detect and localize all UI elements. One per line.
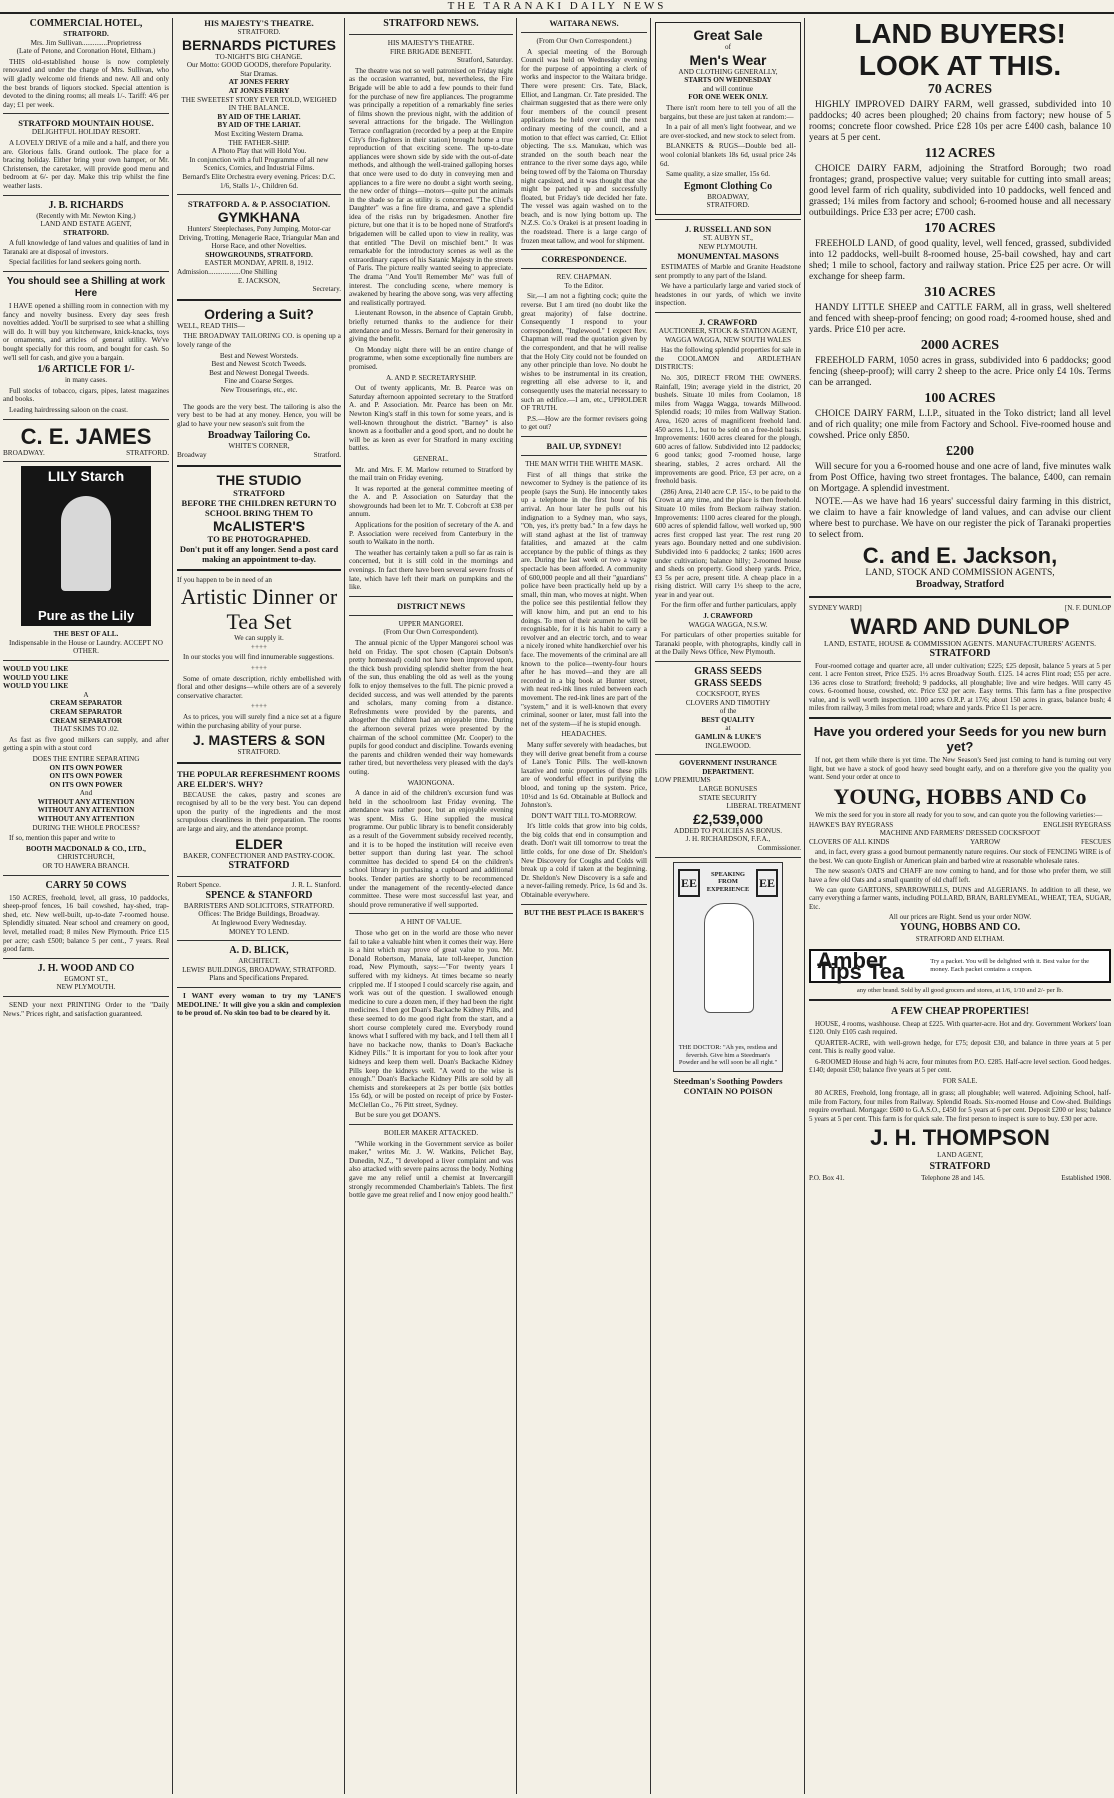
booth-3: OR TO HAWERA BRANCH. xyxy=(42,862,130,871)
clovers: CLOVERS AND TIMOTHY xyxy=(685,698,771,707)
monumental: MONUMENTAL MASONS xyxy=(677,251,779,262)
t2000: FREEHOLD FARM, 1050 acres in grass, subdivided into 6 paddocks; good fencing (sheep-proof); will carry 2 sheep to the acre. Price only £4 10s. Terms can be arranged. xyxy=(809,356,1111,388)
gamlin: GAMLIN & LUKE'S xyxy=(694,733,762,741)
district-head: DISTRICT NEWS xyxy=(396,600,466,611)
read-this: WELL, READ THIS— xyxy=(177,321,245,330)
jones-1: AT JONES FERRY xyxy=(228,78,290,87)
general-text-3: Applications for the position of secretary of the A. and P. Association were received from Canterbury in the south to Waikato in the north. xyxy=(349,521,513,547)
column-rule xyxy=(650,18,651,1794)
mask-head: THE MAN WITH THE WHITE MASK. xyxy=(525,459,643,468)
boiler-text: "While working in the Government service as boiler maker," writes Mr. J. W. Watkins, Pelichet Bay, Dunedin, N.Z., "I developed a liver complaint and was also attacked with severe pains across the body. Nothing gave me any relief until a chemist at Invercargill strongly recommended Chamberlain's Tablets. The first bottle gave me great relief and I now enjoy good health." xyxy=(349,1139,513,1200)
russell-town: NEW PLYMOUTH. xyxy=(698,242,758,251)
hint-end: But be sure you get DOAN'S. xyxy=(355,1111,441,1120)
rye-2: ENGLISH RYEGRASS xyxy=(1043,821,1111,830)
masthead: THE TARANAKI DAILY NEWS xyxy=(0,0,1114,14)
column-rule xyxy=(344,18,345,1794)
h200: £200 xyxy=(946,444,974,459)
without-3: WITHOUT ANY ATTENTION xyxy=(37,815,135,824)
h2000: 2000 ACRES xyxy=(920,338,1000,353)
grass-1: GRASS SEEDS xyxy=(694,666,762,678)
cheap-2: QUARTER-ACRE, with well-grown hedge, for £75; deposit £30, and balance in three years at 5 per cent. This is really good value. xyxy=(809,1038,1111,1056)
richards-text2: Special facilities for land seekers going north. xyxy=(9,258,141,267)
ap-text: Out of twenty applicants, Mr. B. Pearce was on Saturday afternoon appointed secretary to the Stratford A. and P. Association. Mr. Pearce has been on Mr. Newton King's staff in this town for some years, and is well-known throughout the district. "Barney" is also known as a footballer and a good sport, and no doubt he will be as keen as ever for Stratford in many exciting battles. xyxy=(349,384,513,453)
land-2: LOOK AT THIS. xyxy=(858,50,1062,81)
would-1: WOULD YOU LIKE xyxy=(3,664,69,673)
amber-tips-tea-ad xyxy=(809,949,1111,983)
h100: 100 ACRES xyxy=(924,391,996,406)
seeds-title: Have you ordered your Seeds for you new burn yet? xyxy=(813,724,1107,755)
photo: A Photo Play that will Hold You. xyxy=(211,147,307,156)
phone: Telephone 28 and 145. xyxy=(921,1174,985,1183)
prices-text: As to prices, you will surely find a nice set at a figure within the purchasing ability of your purse. xyxy=(177,712,341,730)
further: For the firm offer and further particulars, apply xyxy=(661,601,797,610)
fatherbug: THE FATHER-SHIP. xyxy=(228,138,290,147)
large-bonuses: LARGE BONUSES xyxy=(698,784,758,793)
best-2: Best and Newest Scotch Tweeds. xyxy=(211,360,307,369)
spence-right: J. R. L. Stanford. xyxy=(291,881,341,890)
broadway-left: Broadway xyxy=(177,450,207,459)
ward-title: WARD AND DUNLOP xyxy=(850,614,1070,639)
spence-title: SPENCE & STANFORD xyxy=(205,889,313,901)
mens-wear: Men's Wear xyxy=(689,51,767,68)
plans: Plans and Specifications Prepared. xyxy=(209,974,309,983)
thompson-sub: LAND AGENT, xyxy=(937,1151,983,1160)
cream-1: CREAM SEPARATOR xyxy=(49,699,123,708)
quality: Same quality, a size smaller, 15s 6d. xyxy=(666,170,771,179)
hotel-proprietress: Mrs. Jim Sullivan..............Proprietress xyxy=(30,38,142,47)
column-rule xyxy=(516,18,517,1794)
t310: HANDY LITTLE SHEEP and CATTLE FARM, all in grass, well sheltered and fenced with sheep-proof fencing; on good road; 4-roomed house, shed and yards. Price £10 per acre. xyxy=(809,303,1111,335)
cheap-1: HOUSE, 4 rooms, washhouse. Cheap at £225. With quarter-acre. Hot and dry. Government Workers' loan £120. Only £105 cash required. xyxy=(809,1020,1111,1037)
mask-text: First of all things that strike the newcomer to Sydney is the patience of its people (says the Sun). He innocently takes up a telephone in the first hour of his arrival. An hour later he pulls out his indignation to a Sydney man, who says, "Oh, yes, it's pretty bad." In a few days he will stand aghast at the list of tramway fatalities, and amazed at the calm acceptance by the public of things as they are. During the last week or two a vague spectacle has been afforded. A community of 600,000 people and all their "guardians" police have been practically held up by a small, thin man, who moves at night. When the police see this pestilential fellow they will know him, and put an end to his doings. To men of their acumen he will be recognisable, for it is his habit to carry a revolver and an electric torch, and to wear a nicely ironed white handkerchief over his face. The movements of the criminal are all known to the police—twenty-four hours after he has moved—and they are all recorded in a big book at Hunter street, with neat red-ink lines ruled between each movement. The red-ink lines are part of the "system," and it is well-known that every criminal, sooner or later, must fall into the net of the system—if he is stupid enough. xyxy=(521,470,647,728)
money: MONEY TO LEND. xyxy=(229,927,289,936)
ward-left: SYDNEY WARD] xyxy=(809,604,862,612)
fine: Fine and Coarse Serges. xyxy=(224,377,294,386)
goods-text: The goods are the very best. The tailoring is also the very best to be had at any money. Hence, you will be glad to have your new season's suit from the xyxy=(177,402,341,428)
boiler-head: BOILER MAKER ATTACKED. xyxy=(383,1129,479,1138)
crawford-title: J. CRAWFORD xyxy=(698,317,758,328)
carry-title: CARRY 50 COWS xyxy=(45,879,127,891)
t170: FREEHOLD LAND, of good quality, level, well fenced, grassed, subdivided into 12 paddocks, well-built 8-roomed house, 25-bail cowshed, hay and cart shed; 1 mile to school, factory and railway station. Price £25 per acre. Or will exchange for sheep farm. xyxy=(809,239,1111,282)
would-2: WOULD YOU LIKE xyxy=(3,673,69,682)
gym-text: Hunters' Steeplechases, Pony Jumping, Motor-car Driving, Trotting, Menagerie Race, Triangular Man and Horse Race, and other Novelties. xyxy=(178,225,340,251)
russell-sub: ST. AUBYN ST., xyxy=(703,233,753,242)
russell-title: J. RUSSELL AND SON xyxy=(684,223,772,234)
showgrounds: SHOWGROUNDS, STRATFORD. xyxy=(205,250,313,259)
masters-title: J. MASTERS & SON xyxy=(192,732,326,749)
theatre-town: STRATFORD. xyxy=(237,28,281,36)
studio-title: THE STUDIO xyxy=(216,471,302,488)
particulars: For particulars of other properties suitable for Taranaki people, with photographs, kindly call in at the Daily News Office, New Plymouth. xyxy=(655,631,801,657)
column-1 xyxy=(0,18,172,1794)
column-rule xyxy=(172,18,173,1794)
best-3: Best and Newest Donegal Tweeds. xyxy=(209,368,309,377)
doctor-caption: THE DOCTOR: "Ah yes, restless and feverish. Give him a Steedman's Powder and he will soon be all right." xyxy=(678,1044,778,1067)
photographed: TO BE PHOTOGRAPHED. xyxy=(207,533,311,544)
wood-sub: EGMONT ST., xyxy=(64,974,108,983)
ward-text: Four-roomed cottage and quarter acre, all under cultivation; £225; £25 deposit, balance 5 years at 5 per cent. 1 acre Fenton street, Price £525. 1½ acres Broadway South. £125. 14 acres Flint road; £55 per acre. 136 acres close to Stratford; freehold; 9 paddocks, all ploughable; live and wire hedges. Will carry 45 cows. 6-roomed house, cowshed, etc. Price £32 per acre. Easy terms. This farm has a fine prospective value, and is well worth inspection. 1100 acres O.R.P. at 17/6; about 150 acres in grass, balance bush; 4 miles from railway, 3 miles from metal road; whare and yards. Price £1 1s per acre. xyxy=(809,662,1111,713)
large-stock: We have a particularly large and varied stock of headstones in our yards, of which we invite inspection. xyxy=(655,282,801,308)
column-6 xyxy=(806,18,1114,1794)
skims: THAT SKIMS TO .02. xyxy=(53,725,119,734)
no286: (286) Area, 2140 acre C.P. 15/-, to be paid to the Crown at any time, and the place is then freehold. Situate 10 miles from Beckom railway station. Improvements: 1100 acres cleared for the plough, 600 acres of splendid fallow, well worked up, 900 acres first cropped last year. The rest rung 20 years ago. Boundary netted and one subdivision. Subdivided into 6 paddocks; 2 tanks; 1600 acres under cultivation; balance hilly; 2-roomed house and sheds on property. Good sheep yards. Price, £3 5s per acre, present title. A cheap place in a rising district. Will carry 1½ sheep to the acre, year in and year out. xyxy=(655,487,801,599)
tea-side: Try a packet. You will be delighted with it. Best value for the money. Each packet contains a coupon. xyxy=(930,958,1090,973)
state: STATE SECURITY xyxy=(699,793,757,802)
orchestra: Bernard's Elite Orchestra every evening. Prices: D.C. 1/6, Stalls 1/-, Children 6d. xyxy=(182,172,336,190)
lily-bottom: Pure as the Lily xyxy=(37,607,135,623)
rye-1: HAWKE'S BAY RYEGRASS xyxy=(809,821,894,830)
barristers: BARRISTERS AND SOLICITORS, STRATFORD. xyxy=(183,901,335,910)
rye-text: and, in fact, every grass a good burnout permanently nature requires. Our stock of FENCING WIRE is of the best. We can quote English or American plain and barbed wire at reasonable wholesale rates. xyxy=(809,848,1111,865)
chapman-text: Sir,—I am not a fighting cock; quite the reverse. But I am tired (no doubt like the great majority) of false doctrine. Consequently I respond to your correspondent, "Inglewood." I expect Rev. Chapman will read the quotation given by the correspondent, and that he will realise that the Holy City could not be founded on any other principle than love. No doubt he wishes to be instrumental in its creation, regretting all else adverse to it, and consequently uses the material necessary to such an edifice.—I am, etc., UPHOLDER OF TRUTH. xyxy=(521,292,647,413)
dont-head: DON'T WAIT TILL TO-MORROW. xyxy=(531,811,637,820)
column-4 xyxy=(518,18,650,1794)
cej-town: Broadway, Stratford xyxy=(915,579,1005,590)
mix: We mix the seed for you in store all ready for you to sow, and can quote you the following varieties:— xyxy=(815,810,1103,819)
young-title: YOUNG, HOBBS AND Co xyxy=(833,783,1087,809)
waiongona-text: A dance in aid of the children's excursion fund was held in the schoolroom last Friday evening. The attendance was rather poor, but an enjoyable evening was spent. Miss G. Hine supplied the musical programme. Our public library is to benefit considerably as a result of the Government subsidy received recently, and it is to be hoped the institution will receive even better support than during last year. The school committee has decided to spend £4 on the children's school library in purchasing a cupboard and additional books. Tender parties are shortly to be recommenced under the management of the recently-elected dance committee. These were most successful last year, and should prove remunerative if well supported. xyxy=(349,789,513,909)
james-right: STRATFORD. xyxy=(126,448,169,457)
quality-of: of the xyxy=(719,707,737,716)
easter: EASTER MONDAY, APRIL 8, 1912. xyxy=(204,259,314,268)
because-text: BECAUSE the cakes, pastry and scones are recognised by all to be the very best. You can depend upon the purity of the ingredients and the most scrupulous cleanliness in their preparation. The rooms are large and airy, and the attendance prompt. xyxy=(177,790,341,834)
lily-sub: THE BEST OF ALL. xyxy=(53,630,119,639)
at: at xyxy=(725,724,731,733)
sweetest: THE SWEETEST STORY EVER TOLD, WEIGHED IN THE BALANCE. xyxy=(181,95,337,113)
trouserings: New Trouserings, etc., etc. xyxy=(220,386,298,394)
bail-head: BAIL UP, SYDNEY! xyxy=(546,440,622,451)
corr-head: CORRESPONDENCE. xyxy=(541,254,627,265)
cheap-3: 6-ROOMED House and high ¼ acre, four minutes from P.O. £285. Half-acre level section. Good hedges. £140; deposit £50; balance five years at 5 per cent. xyxy=(809,1057,1111,1075)
ornate-text: Some of ornate description, richly embellished with floral and other designs—while others are of a severely conservative character. xyxy=(177,674,341,700)
govt: GOVERNMENT INSURANCE DEPARTMENT. xyxy=(679,759,777,776)
motto: Our Motto: GOOD GOODS, therefore Popularity. xyxy=(186,61,332,70)
masters-town: STRATFORD. xyxy=(237,748,281,757)
crawford-2: J. CRAWFORD xyxy=(703,612,753,621)
mcalister: McALISTER'S xyxy=(212,517,305,534)
grass-2: GRASS SEEDS xyxy=(694,678,762,690)
ps-text: P.S.—How are the former revisers going to get out? xyxy=(521,414,647,432)
lily-starch-illustration xyxy=(21,466,151,626)
wood-sub2: NEW PLYMOUTH. xyxy=(56,983,116,992)
hotel-town: STRATFORD. xyxy=(63,30,109,38)
upper-head: UPPER MANGOREI. xyxy=(398,619,464,628)
richards-title: J. B. RICHARDS xyxy=(48,199,124,211)
hint-text: Those who get on in the world are those who never fail to take a valuable hint when it comes their way. Here is a hint which may prove of great value to you. Mr. Donald Robertson, Manaia, late toll-keeper, Junction road, New Plymouth, says:—"For twenty years I suffered with my kidneys. At times became so nearly crippled me. If I stooped I could scarcely rise again, and work was out of the question. I swallowed enough medicine to cure a dozen men, if they had been the right medicines. I then got Doan's Backache Kidney Pills, and these seemed to do me good right from the start, and a short course completely cured me. Everybody round knows what I suffered with my back, and I tell them all I have no backache now, thanks to Doan's Backache Kidney Pills." It is important for you to look after your kidneys and keep them well. Doan's Backache Kidney Pills keep the kidneys well. "A word to the wise is enough." Doan's Backache Kidney Pills are sold by all chemists and storekeepers at 2s per bottle (six bottles 15s 6d), or will be posted on receipt of price by Foster-McClellan Co., 76 Pitt street, Sydney. xyxy=(349,929,513,1109)
wagga-2: WAGGA WAGGA, N.S.W. xyxy=(688,620,768,629)
jackson: E. JACKSON, xyxy=(237,276,281,285)
tea-name: Amber Tips Tea xyxy=(817,947,905,984)
would-3: WOULD YOU LIKE xyxy=(3,682,69,691)
steedman: Steedman's Soothing Powders xyxy=(673,1075,783,1086)
elder-town: STRATFORD xyxy=(228,860,290,872)
rye-3: MACHINE AND FARMERS' DRESSED COCKSFOOT xyxy=(879,829,1041,838)
general-text-1: Mr. and Mrs. F. M. Marlow returned to Stratford by the mail train on Friday evening. xyxy=(349,465,513,483)
general-text-4: The weather has certainly taken a pull so far as rain is concerned, but it is still cold in the mornings and evenings. In fact there have been several severe frosts of late, which have left their mark on pumpkins and the like. xyxy=(349,548,513,592)
saloon-text: Leading hairdressing saloon on the coast. xyxy=(9,406,128,414)
theatre-title: HIS MAJESTY'S THEATRE. xyxy=(204,18,314,28)
waitara-sub: (From Our Own Correspondent.) xyxy=(536,37,632,45)
lily-top: LILY Starch xyxy=(47,468,125,485)
waitara-text: A special meeting of the Borough Council was held on Wednesday evening for the purpose of appointing a clerk of works and inspector to the Waitara bridge. There were present: Crs. Tate, Black, Elliot, and Langman. Cr. Tate presided. The chairman suggested that as there were only four members of the council present applications be held over until the next ordinary meeting of the council, and a motion to that effect was carried, Cr. Elliot objecting. The s.s. Manukau, which was stranded on the south beach near the entrance to the river some days ago, while being towed off by the Taioma on Thursday night capsized, and it was thought that she might be patched up and successfully floated, but Friday's tide decided her fate. The vessel was again washed on to the beach, and is now lying bottom up. The N.Z.S. Co.'s Orakei is at present loading in the roadstead. There is a large cargo of frozen meat tallow, and wool for shipment. xyxy=(521,47,647,245)
artistic-title: Artistic Dinner or Tea Set xyxy=(180,584,338,635)
note: NOTE.—As we have had 16 years' successful dairy farming in this district, we claim to have a fair knowledge of land values, and can advise our client where best to purchase. We have on our register the pick of Taranaki properties to select from. xyxy=(809,497,1111,540)
cheap-title: A FEW CHEAP PROPERTIES! xyxy=(890,1006,1030,1018)
starts: STARTS ON WEDNESDAY xyxy=(684,76,772,85)
baker-end: BUT THE BEST PLACE IS BAKER'S xyxy=(524,908,644,917)
young-2-sub: STRATFORD AND ELTHAM. xyxy=(915,934,1005,943)
gamlin-town: INGLEWOOD. xyxy=(705,741,751,750)
chapman-to: To the Editor. xyxy=(564,281,604,290)
studio-town: STRATFORD xyxy=(233,487,285,498)
best-1: Best and Newest Worsteds. xyxy=(219,351,299,360)
richards-sub2: LAND AND ESTATE AGENT, xyxy=(40,220,132,229)
hint-head: A HINT OF VALUE. xyxy=(400,918,462,927)
blick-title: A. D. BLICK, xyxy=(229,945,289,957)
own-2: ON ITS OWN POWER xyxy=(49,772,123,781)
speaking: SPEAKING FROM EXPERIENCE xyxy=(706,870,750,893)
lariat-1: BY AID OF THE LARIAT. xyxy=(217,112,301,121)
established: Established 1908. xyxy=(1061,1174,1111,1183)
article-for: 1/6 ARTICLE FOR 1/- xyxy=(37,364,135,376)
t112: CHOICE DAIRY FARM, adjoining the Stratford Borough; two road frontages; grand, prospective value; very suitable for cutting into small areas; good level farm of rich quality, subdivided into 10 paddocks, well fenced and grassed; 1¼ miles from factory and school; 6-roomed house and all necessary outbuildings. Price £33 per acre; £700 cash. xyxy=(809,164,1111,218)
want-text: I WANT every woman to try my 'LANE'S MEDOLINE.' It will give you a skin and complexion to be proud of. No skin too bad to be cleared by it. xyxy=(177,992,341,1018)
general-head: GENERAL. xyxy=(413,454,449,463)
ward-sub: LAND, ESTATE, HOUSE & COMMISSION AGENTS. MANUFACTURERS' AGENTS. xyxy=(823,639,1097,648)
cocksfoot: COCKSFOOT, RYES xyxy=(696,690,760,699)
shilling-title: You should see a Shilling at work Here xyxy=(6,276,166,300)
wood-title: J. H. WOOD AND CO xyxy=(37,962,135,974)
t200: Will secure for you a 6-roomed house and one acre of land, five minutes walk from Post Office, having two street frontages. The balance, £400, can remain on Mortgage. A splendid investment. xyxy=(809,462,1111,494)
acres-text: 150 ACRES, freehold, level, all grass, 10 paddocks, sheep-proof fences, 16 bail cowshed, hay-shed, trap-shed, etc. New well-built, up-to-date 7-roomed house. Splendidly situated. Near school and creamery on good, level, metalled road; 8 miles New Plymouth. Price £15 per acre; cash £500; balance 5 per cent., 7 years. Real good farm. xyxy=(3,893,169,954)
column-5 xyxy=(652,18,804,1794)
richards-sub: (Recently with Mr. Newton King.) xyxy=(36,211,136,220)
fire-head: FIRE BRIGADE BENEFIT. xyxy=(390,47,472,56)
lady-figure-icon xyxy=(61,496,111,591)
send-text: SEND your next PRINTING Order to the "Daily News." Prices right, and satisfaction guaranteed. xyxy=(3,1000,169,1018)
mountain-title: STRATFORD MOUNTAIN HOUSE. xyxy=(18,118,154,129)
broadway-co: Broadway Tailoring Co. xyxy=(207,430,311,442)
shilling-text: I HAVE opened a shilling room in connection with my fancy and novelty business. Every day sees fresh novelties added. You'll be surprised to see what a shilling will do. It will buy you kitchenware, knick-knacks, toys or ornaments, and articles of general utility. We've bought specially for this room, and bought for cash. So we'll sell for cash, and give you a bargain. xyxy=(3,302,169,362)
news-title: STRATFORD NEWS. xyxy=(383,18,479,29)
richardson: J. H. RICHARDSON, F.F.A., xyxy=(685,835,771,844)
lily-sub2: Indispensable in the House or Laundry. ACCEPT NO OTHER. xyxy=(9,638,163,656)
own-3: ON ITS OWN POWER xyxy=(49,780,123,789)
egmont-sub: BROADWAY, xyxy=(707,192,749,201)
rye-6: FESCUES xyxy=(1081,837,1111,846)
sale-text: There isn't room here to tell you of all the bargains, but these are just taken at random:— xyxy=(660,103,796,121)
james-left: BROADWAY. xyxy=(3,448,45,457)
tea-sub: any other brand. Sold by all good grocers and stores, at 1/6, 1/10 and 2/- per lb. xyxy=(856,986,1064,994)
during: DURING THE WHOLE PROCESS? xyxy=(32,823,140,832)
architect: ARCHITECT. xyxy=(238,957,280,966)
auctioneer: AUCTIONEER, STOCK & STATION AGENT, xyxy=(658,327,798,336)
rowson-text: Lieutenant Rowson, in the absence of Captain Grubb, briefly returned thanks to the audience for their attendance and to Messrs. Bernard for their generosity in giving the benefit. xyxy=(349,309,513,344)
ward-right: [N. F. DUNLOP xyxy=(1064,604,1111,612)
cej-title: C. and E. Jackson, xyxy=(862,543,1058,568)
without-1: WITHOUT ANY ATTENTION xyxy=(37,797,135,806)
whites: WHITE'S CORNER, xyxy=(228,442,290,451)
jones-2: AT JONES FERRY xyxy=(228,86,290,95)
commissioner: Commissioner. xyxy=(757,843,801,852)
dont-put: Don't put it off any longer. Send a post card making an appointment to-day. xyxy=(179,543,339,564)
waitara-title: WAITARA NEWS. xyxy=(549,18,619,28)
mountain-sub: DELIGHTFUL HOLIDAY RESORT. xyxy=(31,128,141,137)
no305: No. 305, DIRECT FROM THE OWNERS. Rainfall, 19in; average yield in the district, 20 bushels. Situate 10 miles from Coolamon, 18 miles from Wagga Wagga, towards Millwood. Splendid roads; 10 miles from Wallway Station. Area, 1620 acres of magnificent freehold land. 450 acres 1.1., but to be sold on a free-hold basis. Improvements: 1600 acres cleared for the plough, 600 acres of fallow. Subdivided into 12 paddocks; 6 good tanks; good 7-roomed house, large shearing, stables, 2 acres orchard. All the improvements are good. Price, £3 per acre, on a freehold basis. xyxy=(655,374,801,486)
for-sale: FOR SALE. xyxy=(942,1077,978,1086)
ap-head: A. AND P. SECRETARYSHIP. xyxy=(385,373,477,382)
rye-4: CLOVERS OF ALL KINDS xyxy=(809,837,890,846)
cej-sub: LAND, STOCK AND COMMISSION AGENTS, xyxy=(865,568,1055,578)
fire-text: The theatre was not so well patronised on Friday night as the occasion warranted, but, nevertheless, the Fire Brigade will be able to add a few pounds to their fund for the purchase of new fire appliances. The programme was principally a repetition of a remarkably fine series of films shown the previous night, with the addition of several attractions for the brigade. The Wellington Terrace conflagration (recorded by a peep at the Empire City's fire-fighters in their station) brought home a true reproduction of that exciting scene. The up-to-date appliances were shown side by side with the out-of-date methods, and although the well-trained galloping horses that once were used to do duty in conveying men and appliances to a fire were no doubt a sight worth seeing, the new order of things—motors—quite put the animals in the shade so far as utility is concerned. "The Chief's Daughter" was a fine fire drama, and gave a splendid idea of the risks run by brigadesmen. Another fire picture, but one that it is to be hoped none of Stratford's brigademen will be called upon to view in reality, was that entitled "The Devil on mischief bent." It was remarkable for the introductory scenes as well as the extraordinary capers of his Satanic Majesty in the streets of Paris. The picture really wanted seeing to appreciate. The drama "And You'll Remember Me" was full of interest. The concluding scene, where memory is awakened by hearing the above song, was very affecting and realistically portrayed. xyxy=(349,66,513,307)
hotel-note: (Late of Petone, and Coronation Hotel, Eltham.) xyxy=(16,47,156,56)
popular: THE POPULAR REFRESHMENT ROOMS ARE ELDER'S. WHY? xyxy=(177,768,341,789)
headaches-text: Many suffer severely with headaches, but they will derive great benefit from a course of Lane's Tonic Pills. The well-known laxative and tonic properties of these pills are of wonderful effect in purifying the blood, and toning up the system. Price, 10½d and 1s 6d. Obtainable at Bullock and Johnston's. xyxy=(521,740,647,810)
h112: 112 ACRES xyxy=(924,146,996,161)
t100: CHOICE DAIRY FARM, L.I.P., situated in the Toko district; land all level and of rich quality; one mile from Factory and School. Five-roomed house and cowshed. Price only £850. xyxy=(809,409,1111,441)
does: DOES THE ENTIRE SEPARATING xyxy=(32,754,140,763)
egmont-town: STRATFORD. xyxy=(706,201,750,210)
monday-text: On Monday night there will be an entire change of programme, when some exceptionally fine numbers are promised. xyxy=(349,345,513,371)
oats-text: The new season's OATS and CHAFF are now coming to hand, and for those who prefer them, we still have a few old Oats and a small quantity of old chaff left. xyxy=(809,867,1111,884)
blankets: BLANKETS & RUGS—Double bed all-wool colonial blankets 18s 6d, usual price 24s 6d. xyxy=(660,142,796,168)
ap-title: STRATFORD A. & P. ASSOCIATION. xyxy=(187,199,331,210)
ee-left-icon: EE xyxy=(678,869,700,897)
theatre-head: HIS MAJESTY'S THEATRE. xyxy=(387,39,475,47)
low: LOW PREMIUMS xyxy=(655,776,711,785)
broadway-right: Stratford. xyxy=(313,450,341,459)
spence-left: Robert Spence. xyxy=(177,881,221,890)
crawford-text: Has the following splendid properties for sale in the COOLAMON and ARDLETHAN DISTRICTS: xyxy=(655,346,801,372)
booth-2: CHRISTCHURCH, xyxy=(57,853,115,862)
sale-of: of xyxy=(725,43,731,51)
thompson-town: STRATFORD xyxy=(929,1161,991,1173)
cheap-4: 80 ACRES, Freehold, long frontage, all in grass; all ploughable; well watered. Adjoining School, half-mile from Factory, four miles from Railway. Splendid Roads. Six-roomed House and Cow-shed. Buildings require overhaul. Mortgage: £600 to G.A.S.O., £450 for 5 years at 6 per cent. Deposit £200 or less; balance 5 years at 5 per cent. This farm is for quick sale. The first person to inspect is sure to buy. £30 per acre. xyxy=(809,1089,1111,1123)
chapman-head: REV. CHAPMAN. xyxy=(556,273,612,282)
supply: We can supply it. xyxy=(234,634,284,643)
sale-title: Great Sale xyxy=(693,27,763,43)
secretary: Secretary. xyxy=(312,285,341,294)
added: ADDED TO POLICIES AS BONUS. xyxy=(673,826,783,835)
liberal: LIBERAL TREATMENT xyxy=(726,802,801,811)
h310: 310 ACRES xyxy=(924,285,996,300)
gymkhana-title: GYMKHANA xyxy=(217,209,301,226)
estimates: ESTIMATES of Marble and Granite Headstone sent promptly to any part of the Island. xyxy=(655,263,801,280)
james-title: C. E. JAMES xyxy=(20,423,152,449)
elder-sub: BAKER, CONFECTIONER AND PASTRY-COOK. xyxy=(183,851,335,860)
mountain-text: A LOVELY DRIVE of a mile and a half, and there you are. Glorious falls. Grand outlook. The place for a bracing holiday. Either bring your own hamper, or Mr. Christensen, the caretaker, will provide good menu and bedroom at 6/- per day. Make this trip whilst the fine weather lasts. xyxy=(3,138,169,190)
cream-3: CREAM SEPARATOR xyxy=(49,716,123,725)
h70: 70 ACRES xyxy=(927,82,993,97)
boy-figure-icon xyxy=(704,903,754,1013)
richards-town: STRATFORD. xyxy=(63,228,109,237)
headaches-head: HEADACHES. xyxy=(561,730,607,739)
tobacco-text: Full stocks of tobacco, cigars, pipes, latest magazines and books. xyxy=(3,386,169,404)
clothing: AND CLOTHING GENERALLY, xyxy=(678,67,778,76)
broadway-text: THE BROADWAY TAILORING CO. is opening up a lovely range of the xyxy=(177,332,341,350)
booth: BOOTH MACDONALD & CO., LTD., xyxy=(26,844,146,853)
t70: HIGHLY IMPROVED DAIRY FARM, well grassed, subdivided into 10 paddocks; 40 acres been ploughed; 20 chains from factory; new house of 5 rooms; concrete floor cowshed. Price £28 10s per acre £400 cash, balance 10 years at 5 per cent. xyxy=(809,100,1111,143)
prices-right: All our prices are Right. Send us your order NOW. xyxy=(888,913,1032,922)
column-3 xyxy=(346,18,516,1794)
egmont-title: Egmont Clothing Co xyxy=(683,180,773,192)
ward-town: STRATFORD xyxy=(929,648,991,659)
admission: Admission..................One Shilling xyxy=(177,268,278,277)
thompson-title: J. H. THOMPSON xyxy=(870,1125,1050,1151)
lewis: LEWIS' BUILDINGS, BROADWAY, STRATFORD. xyxy=(182,965,336,974)
without-2: WITHOUT ANY ATTENTION xyxy=(37,806,135,815)
western: Most Exciting Western Drama. xyxy=(214,129,304,138)
best-quality: BEST QUALITY xyxy=(701,715,755,724)
continue: and will continue xyxy=(703,84,753,93)
young-2: YOUNG, HOBBS AND CO. xyxy=(899,921,1021,933)
stocks-text: In our stocks you will find innumerable suggestions. xyxy=(183,653,334,662)
upper-text: The annual picnic of the Upper Mangorei school was held on Friday. The spot chosen (Captain Dobson's pretty homestead) could not have been improved upon, the thick bush providing splendid shelter from the heat of the sun, thus enabling the old as well as the young folk to enjoy themselves to the full. The picnic proved a decided success, and was well attended by the parents and scholars, many coming from a distance. Refreshments were provided by the parents, and altogether the children had an enjoyable time. During the afternoon several prizes were presented by the chairman of the school committee (Mr. Cooper) to the pupils for good conduct and discipline. Towards evening the parents and children wended their way homewards rather tired, but nevertheless very pleased with the day's outing. xyxy=(349,639,513,776)
hotel-text: THIS old-established house is now completely renovated and under the charge of Mrs. Sullivan, who will gladly welcome old friends and new. All and only the best brands of liquors stocked. Special attention is devoted to the dining rooms; all meals 1/-. Tariff: 4/6 per day; £1 per week. xyxy=(3,57,169,109)
h170: 170 ACRES xyxy=(924,221,996,236)
column-2: HIS MAJESTY'S THEATRE. STRATFORD. BERNARDS PICTURES TO-NIGHT'S BIG CHANGE. Our Motto: GOOD GOODS, therefore Popularity. Star Dramas. AT JONES FERRY AT JONES FERRY THE SWEETEST STORY EVER TOLD, WEIGHED IN THE BALANCE. BY AID OF THE LARIAT. BY AID OF THE LARIAT. Most Exciting Western Drama. THE FATHER-SHIP. A Photo Play that will Hold You. In conjunction with a full Programme of all new Scenics, Comics, and Industrial Films. Bernard's Elite Orchestra every evening. Prices: D.C. 1/6, Stalls 1/-, Children 6d. STRATFORD A. & P. ASSOCIATION. GYMKHANA Hunters' Steeplechases, Pony Jumping, Motor-car Driving, Trotting, Menagerie Race, Triangular Man and Horse Race, and other Novelties. SHOWGROUNDS, STRATFORD. EASTER MONDAY, APRIL 8, 1912. Admission..................One Shilling E. JACKSON, Secretary. Ordering a Suit? WELL, READ THIS— THE BROADWAY TAILORING CO. is opening up a lovely range of the Best and Newest Worsteds. Best and Newest Scotch Tweeds. Best and Newest Donegal Tweeds. Fine and Coarse Serges. New Trouserings, etc., etc. The goods are the very best. The tailoring is also the very best to be had at any money. Hence, you will be glad to have your new season's suit from the Broadway Tailoring Co. WHITE'S CORNER, Broadway Stratford. THE STUDIO STRATFORD BEFORE THE CHILDREN RETURN TO SCHOOL BRING THEM TO McALISTER'S TO BE PHOTOGRAPHED. Don't put it off any longer. Send a post card making an appointment to-day. If you happen to be in need of an Artistic Dinner or Tea Set We can supply it. ++++ In our stocks you will find innumerable suggestions. ++++ Some of ornate description, richly embellished with floral and other designs—while others are of a severely conservative character. ++++ As to prices, you will surely find a nice set at a figure within the purchasing ability of your purse. J. MASTERS & SON STRATFORD. THE POPULAR REFRESHMENT ROOMS ARE ELDER'S. WHY? BECAUSE the cakes, pastry and scones are recognised by all to be the very best. You can depend upon the purity of the ingredients and the most scrupulous cleanliness in their preparation. The rooms are large and airy, and the attendance prompt. ELDER BAKER, CONFECTIONER AND PASTRY-COOK. STRATFORD Robert Spence. J. R. L. Stanford. SPENCE & STANFORD BARRISTERS AND SOLICITORS, STRATFORD. Offices: The Bridge Buildings, Broadway. At Inglewood Every Wednesday. MONEY TO LEND. A. D. BLICK, ARCHITECT. LEWIS' BUILDINGS, BROADWAY, STRATFORD. Plans and Specifications Prepared. I WANT every woman to try my 'LANE'S MEDOLINE.' It will give you a skin and complexion to be proud of. No skin too bad to be cleared by it. xyxy=(177,18,341,1018)
conjunction: In conjunction with a full Programme of all new Scenics, Comics, and Industrial Films. xyxy=(189,155,329,173)
hotel-title: COMMERCIAL HOTEL, xyxy=(29,18,143,29)
rye-5: YARROW xyxy=(970,837,1001,846)
land-1: LAND BUYERS! xyxy=(854,18,1066,49)
mention: If so, mention this paper and write to xyxy=(9,834,116,843)
dont-text: It's little colds that grow into big colds, the big colds that end in consumption and death. Don't wait till tomorrow to treat the little colds, for one dose of Dr. Sheldon's New Discovery for Coughs and Colds will break up a cold if taken at the beginning. Dr. Sheldon's New Discovery is a safe and a never-failing remedy. Price, 1s 6d and 3s. Obtainable everywhere. xyxy=(521,822,647,900)
lariat-2: BY AID OF THE LARIAT. xyxy=(217,121,301,130)
upper-sub: (From Our Own Correspondent). xyxy=(383,628,479,637)
own-1: ON ITS OWN POWER xyxy=(49,763,123,772)
before: BEFORE THE CHILDREN RETURN TO SCHOOL BRING THEM TO xyxy=(181,497,337,518)
bernards-title: BERNARDS PICTURES xyxy=(181,36,336,53)
dateline: Stratford, Saturday. xyxy=(456,56,513,65)
offices: Offices: The Bridge Buildings, Broadway. xyxy=(198,910,320,919)
garton: We can quote GARTONS, SPARROWBILLS, DUNS and ALGERIANS. In addition to all these, we carry everything a farmer wants, including POLLARD, BRAN, BARLEYMEAL, WHEAT, TEA, SUGAR, Etc. xyxy=(809,885,1111,911)
amount: £2,539,000 xyxy=(692,810,764,827)
would-a: A xyxy=(83,690,89,699)
steedman-illustration xyxy=(673,862,783,1072)
cream-2: CREAM SEPARATOR xyxy=(49,707,123,716)
pair-text: In a pair of all men's light footwear, and we are over-stocked, and new stock to select from. xyxy=(660,123,796,140)
elder-title: ELDER xyxy=(235,835,283,852)
po: P.O. Box 41. xyxy=(809,1174,845,1183)
tonight: TO-NIGHT'S BIG CHANGE. xyxy=(215,52,303,61)
and-word: And xyxy=(79,789,93,798)
wagga: WAGGA WAGGA, NEW SOUTH WALES xyxy=(665,335,791,344)
one-week: FOR ONE WEEK ONLY. xyxy=(688,93,768,102)
seeds-text: If not, get them while there is yet time. The New Season's Seed just coming to hand is turning out very light, but we have a stock of good heavy seed bought early, and on a therefore give you the quality you want. Send your order at once to xyxy=(809,756,1111,782)
skims-text: As fast as five good milkers can supply, and after getting a spin with a stout cord xyxy=(3,735,169,753)
ee-right-icon: EE xyxy=(756,869,778,897)
happen: If you happen to be in need of an xyxy=(177,575,273,584)
contain: CONTAIN NO POISON xyxy=(683,1085,773,1096)
suit-title: Ordering a Suit? xyxy=(204,305,314,322)
inglewood: At Inglewood Every Wednesday. xyxy=(211,919,307,928)
article-sub: in many cases. xyxy=(64,376,108,385)
column-rule xyxy=(804,18,805,1794)
richards-text: A full knowledge of land values and qualities of land in Taranaki are at disposal of investors. xyxy=(3,239,169,256)
waiongona-head: WAIONGONA. xyxy=(407,778,455,787)
star: Star Dramas. xyxy=(240,69,278,78)
general-text-2: It was reported at the general committee meeting of the A. and P. Association on Saturday that the showgrounds had been let to Mr. T. Cobcroft at £38 per annum. xyxy=(349,484,513,519)
